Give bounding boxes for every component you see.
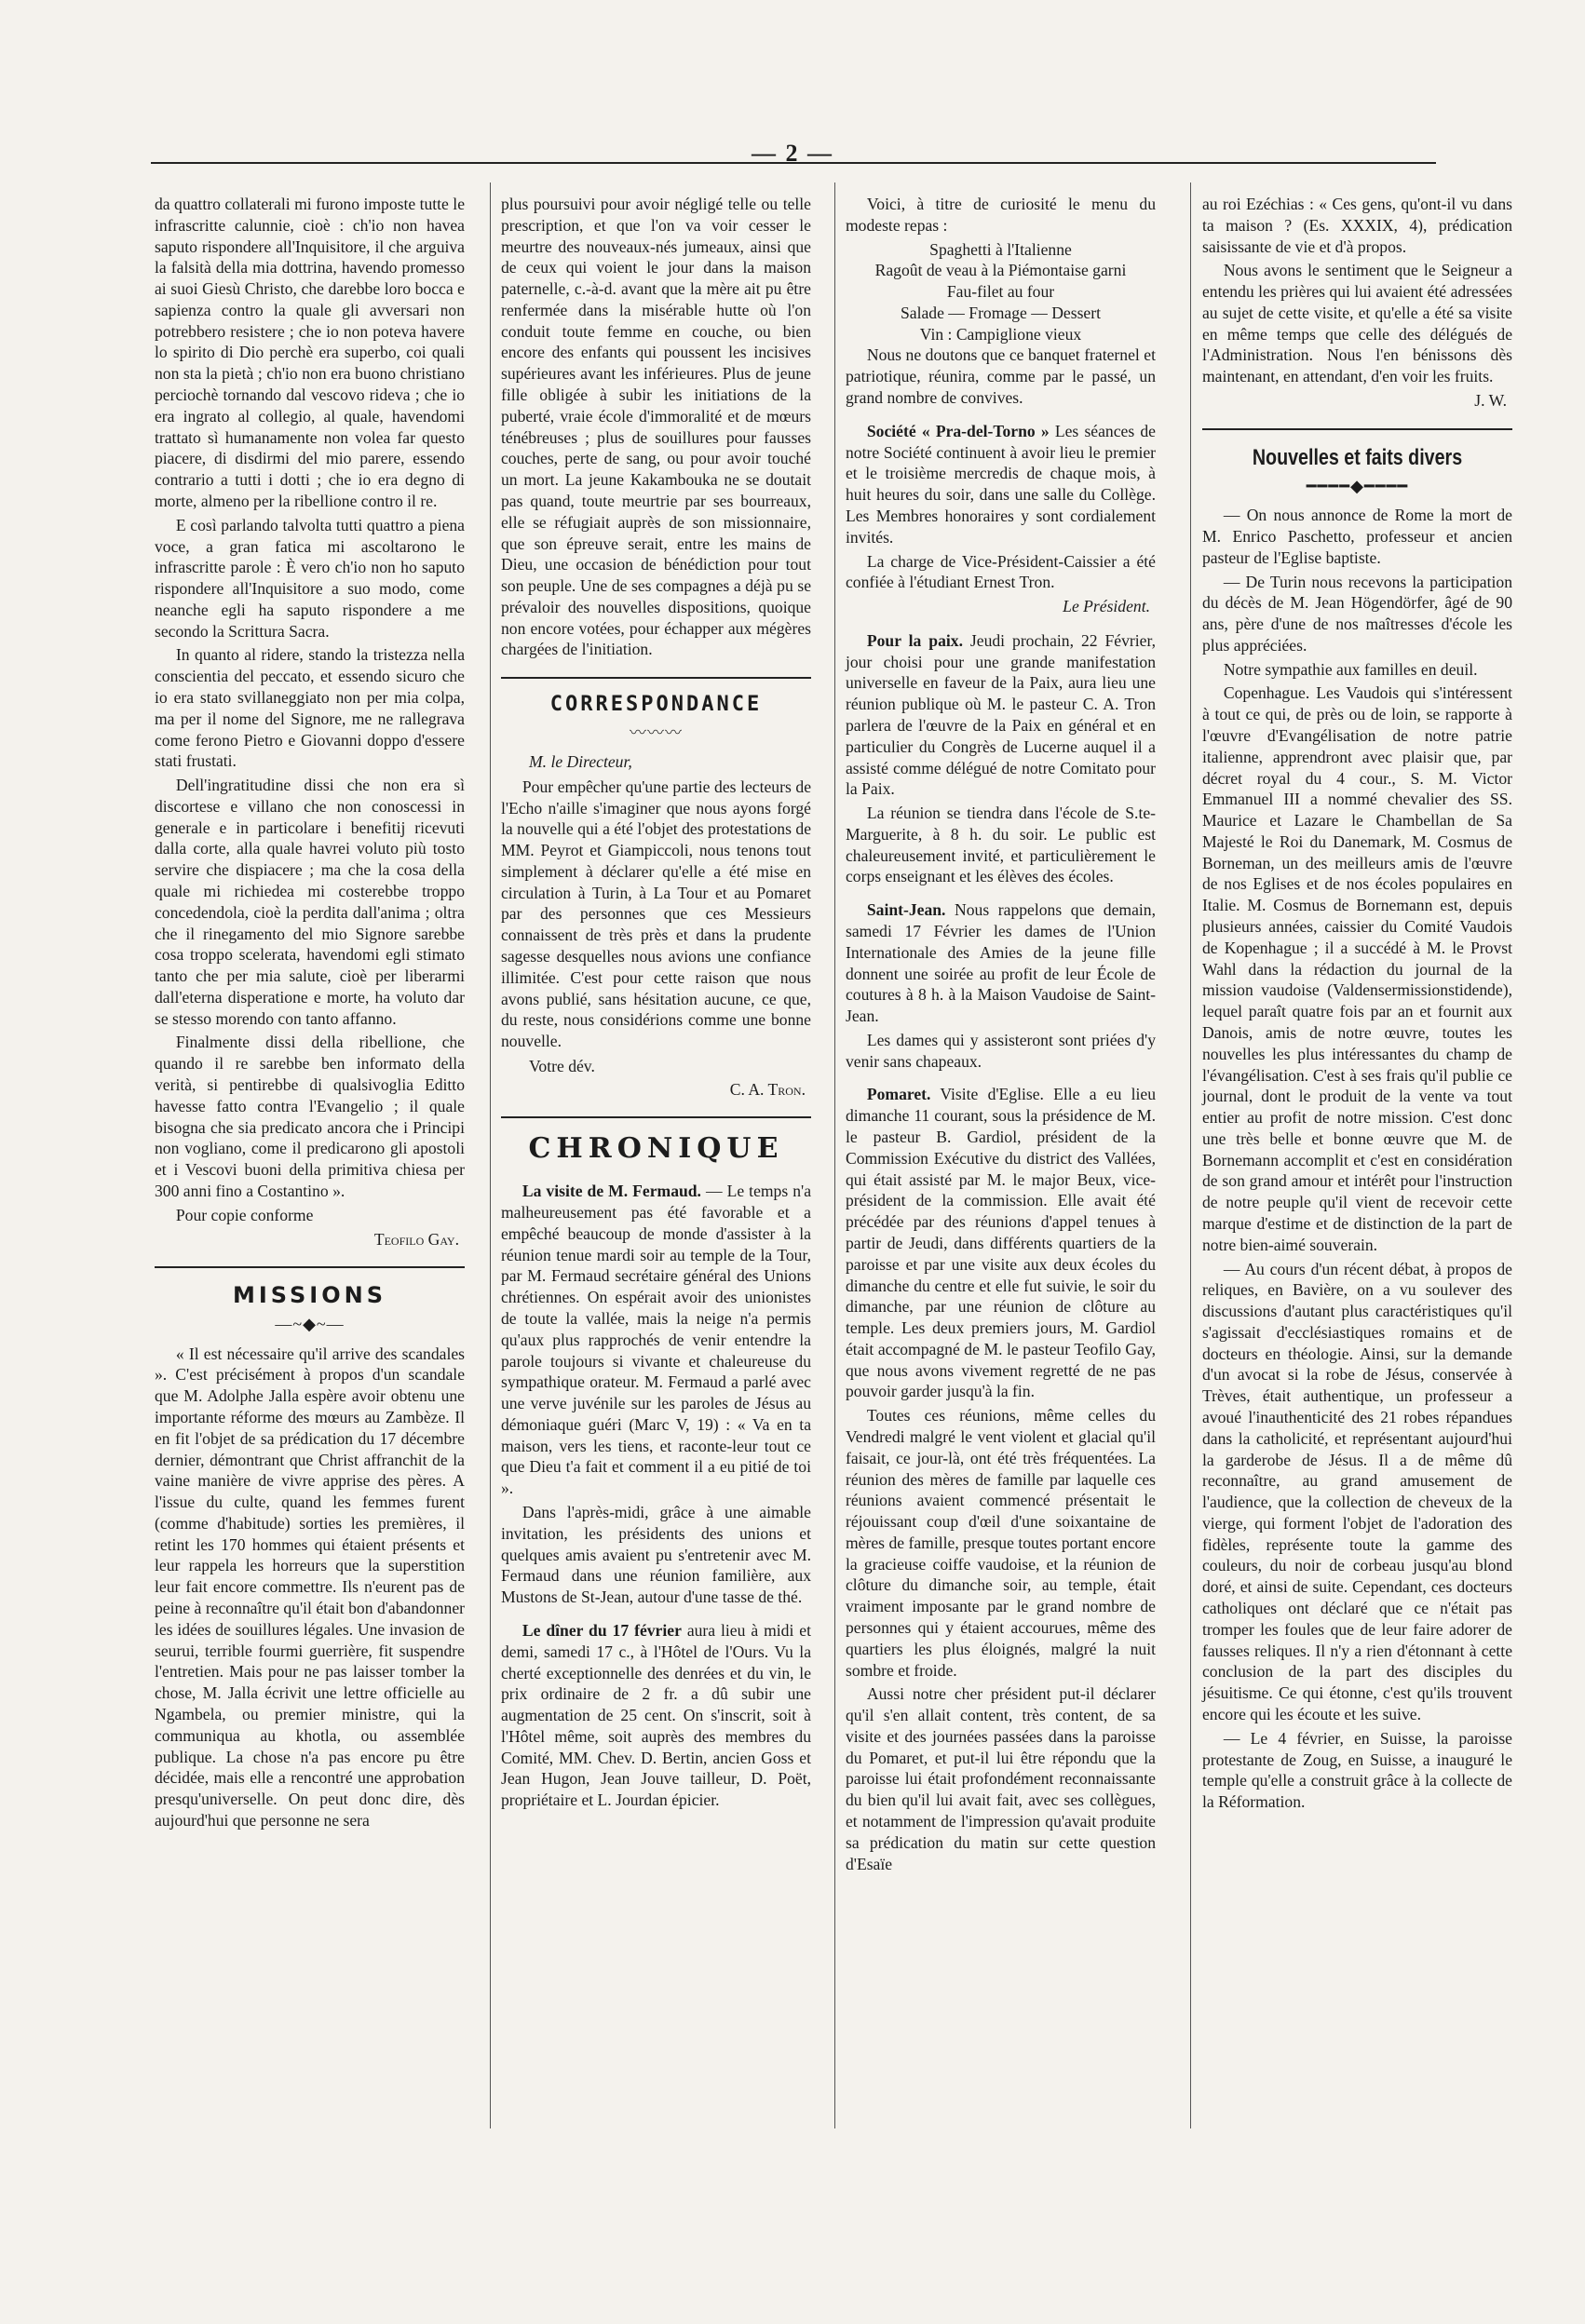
article-paragraph: Dans l'après-midi, grâce à une aimable invitation, les présidents des unions et quelques amis avaient pu s'entretenir avec M. Fermaud dans une réunion familière, aux Mustons de St-Jean, autour d'une tasse de thé.: [501, 1503, 811, 1607]
article-paragraph: [846, 630, 1156, 800]
article-paragraph: Nous ne doutons que ce banquet fraternel et patriotique, réunira, comme par le passé, un grand nombre de convives.: [846, 345, 1156, 408]
article-paragraph: Les dames qui y assisteront sont priées d'y venir sans chapeaux.: [846, 1030, 1156, 1071]
article-paragraph: Toutes ces réunions, même celles du Vendredi malgré le vent violent et glacial qu'il faisait, ce jour-là, ont été très fréquentées. La réunion des mères de famille par laquelle ces réunions avaient commencé présentait le réjouissant coup d'œil d'une soixantaine de mères de famille, presque toutes portant encore la gracieuse coiffe vaudoise, et la réunion de clôture du dimanche soir, au temple, était vraiment imposante par le grand nombre de personnes qui y étaient accourues, même des quartiers les plus éloignés, malgré la nuit sombre et froide.: [846, 1406, 1156, 1680]
column-divider: [490, 182, 491, 2128]
section-rule: [1202, 428, 1512, 430]
signature: Teofilo Gay.: [373, 1229, 459, 1249]
article-paragraph: La réunion se tiendra dans l'école de S.te-Marguerite, à 8 h. du soir. Le public est chaleureusement invité, et particulièrement le corps enseignant et les élèves des écoles.: [846, 804, 1156, 886]
article-lead: Le dîner du 17 février: [522, 1620, 682, 1640]
menu-item: Ragoût de veau à la Piémontaise garni: [874, 261, 1127, 280]
article-lead: La visite de M. Fermaud.: [522, 1182, 701, 1201]
header-rule: [151, 162, 1436, 164]
section-rule: [155, 1266, 465, 1268]
article-paragraph: da quattro collaterali mi furono imposte tutte le infrascritte calunnie, cioè : ch'io non havea saputo rispondere all'Inquisitore, il che arguiva la falsità della mia dottrina, havendo promesso ai suoi Giesù Christo, che darebbe loro bocca e sapienza contro la quale gli avversari non potrebbero resistere ; che io non poteva havere lo spirito di Dio perchè era superbo, coi quali non sta la pietà ; ch'io non era buono christiano perciochè tornando dal vescovo rideva ; che io era ingrato al collegio, al quale, havendomi trattato sì humanamente non volea far questo piacere, di disdirmi del mio parere, essendo contrario a tutti i dotti ; che io era degno di morte, almeno per la ribellione contro il re.: [155, 195, 465, 510]
news-item: — On nous annonce de Rome la mort de M. Enrico Paschetto, professeur et ancien pasteur de l'Eglise baptiste.: [1202, 506, 1512, 567]
section-title-missions: MISSIONS: [232, 1282, 386, 1309]
section-title-nouvelles: Nouvelles et faits divers: [1252, 444, 1463, 470]
article-lead: Saint-Jean.: [866, 900, 946, 920]
column-1: [155, 194, 465, 1834]
ornament: —~◆~—: [275, 1315, 345, 1334]
article-paragraph: In quanto al ridere, stando la tristezza nella conscientia del peccato, et essendo sicuro che io era stato svillaneggiato non per mia colpa, ma per il nome del Signore, me ne rallegrava come ferono Pietro e Giovanni doppo d'essere stati frustati.: [155, 645, 465, 771]
article-paragraph: [501, 1620, 811, 1811]
column-divider: [834, 182, 835, 2128]
article-paragraph: plus poursuivi pour avoir négligé telle ou telle prescription, et que l'on va voir cesser le meurtre des nouveaux-nés jumeaux, ainsi que de ceux qui voient le jour dans la maison paternelle, c.-à-d. avant que la mère ait pu être renfermée dans la misérable hutte où l'on conduit toute femme en couche, ou bien encore des enfants qui poussent les incisives supérieures avant les inférieures. Plus de jeune fille obligée à subir les initiations de la puberté, vraie école d'immoralité et de mœurs ténébreuses ; plus de souillures pour fausses couches, perte de sang, ou pour avoir touché un mort. La jeune Kakambouka ne se doutait pas quand, toute meurtrie par ses bourreaux, elle se réfugiait auprès de son missionnaire, que son épreuve serait, entre les mains de Dieu, une occasion de bénédiction pour tout son peuple. Une de ses compagnes a déjà pu se prévaloir des nouvelles dispositions, quoique non encore votées, pour échapper aux mégères chargées de l'initiation.: [501, 195, 811, 659]
menu-item: Salade — Fromage — Dessert: [901, 303, 1101, 322]
column-3: [846, 194, 1156, 1877]
article-paragraph: au roi Ezéchias : « Ces gens, qu'ont-il vu dans ta maison ? (Es. XXXIX, 4), prédication saisissante de vie et d'à propos.: [1202, 195, 1512, 256]
article-paragraph: [846, 899, 1156, 1027]
ornament: ━━━━◆━━━━: [1306, 476, 1409, 495]
menu-item: Vin : Campiglione vieux: [919, 324, 1082, 344]
article-lead: Pomaret.: [866, 1085, 931, 1104]
news-item: Notre sympathie aux familles en deuil.: [1223, 659, 1478, 679]
article-body: Nous rappelons que demain, samedi 17 Février les dames de l'Union Internationale des Amies de la jeune fille donnent une soirée au profit de leur École de coutures à 8 h. à la Maison Vaudoise de Saint-Jean.: [846, 900, 1156, 1026]
section-rule: [501, 1116, 811, 1118]
article-paragraph: « Il est nécessaire qu'il arrive des scandales ». C'est précisément à propos d'un scandale que M. Adolphe Jalla espère avoir obtenu une importante réforme des mœurs au Zambèze. Il en fit l'objet de sa prédication du 17 décembre dernier, démontrant que Christ affranchit de la vaine manière de vivre apprise des pères. A l'issue du culte, quand les femmes furent (comme d'habitude) sorties les premières, il retint les 170 hommes qui étaient présents et leur rappela les horreurs que la superstition leur fait encore commettre. Ils n'eurent pas de peine à reconnaître qu'il était bon d'abandonner les idées de souillures légales. Une invasion de seurui, terrible fourmi guerrière, fit suspendre l'entretien. Mais pour ne pas laisser tomber la chose, M. Jalla écrivit une lettre officielle au Ngambela, ou premier ministre, qui la communiqua au khotla, ou assemblée publique. La chose n'a pas encore pu être décidée, mais elle a rencontré une approbation presqu'universelle. On peut donc dire, dès aujourd'hui que personne ne sera: [155, 1344, 465, 1830]
column-4: [1202, 194, 1512, 1816]
column-divider: [1190, 182, 1191, 2128]
column-2: [501, 194, 811, 1814]
article-paragraph: [846, 421, 1156, 548]
news-item: — Le 4 février, en Suisse, la paroisse protestante de Zoug, en Suisse, a inauguré le temple qu'elle a construit grâce à la collecte de la Réformation.: [1202, 1728, 1512, 1812]
article-body: aura lieu à midi et demi, samedi 17 c., à l'Hôtel de l'Ours. Vu la cherté exceptionnelle des denrées et du vin, le prix ordinaire de 2 fr. a dû subir une augmentation de 25 cent. On s'inscrit, soit à l'Hôtel même, soit auprès des membres du Comité, MM. Chev. D. Bertin, ancien Goss et Jean Hugon, Jean Jouve tailleur, D. Poët, propriétaire et L. Jourdan épicier.: [501, 1620, 811, 1810]
article-body: Visite d'Eglise. Elle a eu lieu dimanche 11 courant, sous la présidence de M. le pasteur B. Gardiol, président de la Commission Exécutive du district des Vallées, qui était assisté par M. le major Beux, vice-président de la commission. Elle avait été précédée par des réunions d'appel tenues à partir de Jeudi, dans différents quartiers de la paroisse et par une visite aux deux écoles du dimanche du centre et elle fut suivie, le soir du dimanche, par une réunion de clôture au temple. Les deux premiers jours, M. Gardiol était accompagné de M. le pasteur Teofilo Gay, que nous avons vivement regretté de ne pas pouvoir garder jusqu'à la fin.: [846, 1085, 1156, 1401]
article-paragraph: E così parlando talvolta tutti quattro a piena voce, a gran fatica mi ascoltarono le infrascritte parole : È vero ch'io non ho saputo rispondere all'Inquisitore a suo modo, come neanche egli ha saputo rispondere a me secondo la Scrittura Sacra.: [155, 515, 465, 641]
article-paragraph: Nous avons le sentiment que le Seigneur a entendu les prières qui lui avaient été adressées au sujet de cette visite, et qu'elle a été sa visite en même temps que celle des délégués de l'Administration. Nous l'en bénissons dès maintenant, en attendant, d'en voir les fruits.: [1202, 261, 1512, 386]
article-paragraph: Voici, à titre de curiosité le menu du modeste repas :: [846, 195, 1156, 235]
article-paragraph: Pour empêcher qu'une partie des lecteurs de l'Echo n'aille s'imaginer que nous ayons forgé la nouvelle qui a été l'objet des protestations de MM. Peyrot et Giampiccoli, nous tenons tout simplement à déclarer qu'elle a été mise en circulation à Turin, à La Tour et au Pomaret par des personnes que ces Messieurs connaissent de très près et dans la prudente sagesse desquelles nous avions une confiance illimitée. C'est pour cette raison que nous avons publié, sans hésitation aucune, ce que, du reste, nous considérions comme une bonne nouvelle.: [501, 777, 811, 1051]
ornament: 〰〰〰: [630, 723, 683, 742]
news-item: Copenhague. Les Vaudois qui s'intéressent à tout ce qui, de près ou de loin, se rapporte à l'œuvre d'Evangélisation de notre patrie italienne, apprendront avec plaisir que, par décret royal du 4 cour., S. M. Victor Emmanuel III a nommé chevalier des SS. Maurice et Lazare le Chambellan de Sa Majesté le Roi du Danemark, M. Cosmus de Borneman, un des meilleurs amis de l'œuvre de nos Eglises et de nos écoles populaires en Italie. M. Cosmus de Bornemann est, depuis plusieurs années, caissier du Comité Vaudois de Kopenhague ; il a succédé à M. le Provst Wahl dans la rédaction du journal de la mission vaudoise (Valdensermissionstidende), lequel paraît quatre fois par an et fournit aux Danois, amis de notre œuvre, toutes les nouvelles les plus intéressantes du champ de l'évangélisation. C'est à ses frais qu'il publie ce journal, dont le produit de la vente va tout entier au profit de notre mission. C'est donc une très belle et bonne œuvre que M. de Bornemann accomplit et c'est en considération de son grand amour et intérêt pour l'instruction de notre peuple qu'il vient de recevoir cette marque d'estime et de distinction de la part de notre bien-aimé souverain.: [1202, 683, 1512, 1254]
article-body: Les séances de notre Société continuent à avoir lieu le premier et le troisième mercredis de chaque mois, à huit heures du soir, dans une salle du Collège. Les Membres honoraires y sont cordialement invités.: [846, 421, 1156, 547]
signature: J. W.: [1474, 391, 1507, 411]
page-number: — 2 —: [752, 140, 833, 167]
article-paragraph: Pour copie conforme: [175, 1205, 314, 1224]
article-lead: Société « Pra-del-Torno »: [866, 421, 1050, 440]
menu-item: Fau-filet au four: [946, 282, 1055, 302]
signature: C. A. Tron.: [729, 1079, 806, 1099]
article-paragraph: Dell'ingratitudine dissi che non era sì discortese e villano che non conoscessi in generale e in particolare i benefitij ricevuti dalla corte, alla quale havrei voluto più tosto servire che dispiacere ; ma che la cosa della quale mi richiedea mi costerebbe troppo concedendola, cioè la perdita dall'anima ; oltra che il rinegamento del mio Signore sarebbe cosa troppo scelerata, havendomi egli stimato tanto che per mia salute, cioè per liberarmi dall'eterna disperatione e morte, ha voluto dar se stesso morendo con tanto affanno.: [155, 776, 465, 1028]
menu-item: Spaghetti à l'Italienne: [929, 239, 1072, 259]
article-paragraph: Finalmente dissi della ribellione, che quando il re sarebbe ben informato della verità, si pentirebbe di qualsivoglia Editto havesse fatto contra l'Evangelio ; il quale bisogna che sia predicato ancora che i Principi non vogliano, come il predicarono gli apostoli et i Vescovi buoni della primitiva chiesa per 300 anni fino a Costantino ».: [155, 1033, 465, 1200]
letter-greeting: M. le Directeur,: [529, 751, 632, 771]
article-paragraph: [501, 1181, 811, 1499]
section-title-chronique: CHRONIQUE: [528, 1132, 784, 1166]
article-lead: Pour la paix.: [866, 630, 963, 650]
article-paragraph: [846, 1084, 1156, 1402]
news-item: — De Turin nous recevons la participation du décès de M. Jean Högendörfer, âgé de 90 ans, père d'une de nos maîtresses d'école les plus appréciées.: [1202, 572, 1512, 655]
section-rule: [501, 677, 811, 679]
section-title-correspondance: CORRESPONDANCE: [549, 693, 763, 717]
article-body: Jeudi prochain, 22 Février, jour choisi pour une grande manifestation universelle en faveur de la Paix, aura lieu une réunion publique où M. le pasteur C. A. Tron parlera de l'œuvre de la Paix en général et en particulier du Congrès de Lucerne auquel il a assisté comme délégué de notre Comitato pour la Paix.: [846, 630, 1156, 799]
article-body: — Le temps n'a malheureusement pas été favorable et a empêché beaucoup de monde d'assister à la réunion tenue mardi soir au temple de la Tour, par M. Fermaud secrétaire général des Unions chrétiennes. On espérait avoir des unionistes de toute la vallée, mais la neige n'a permis qu'aux plus rapprochés de venir entendre la parole toujours si vivante et chaleureuse du sympathique orateur. M. Fermaud a parlé avec une verve juvénile sur les paroles de Jésus au démoniaque guéri (Marc V, 19) : « Va en ta maison, vers les tiens, et raconte-leur tout ce que Dieu t'a fait et comment il a eu pitié de toi ».: [501, 1182, 811, 1498]
article-paragraph: Aussi notre cher président put-il déclarer qu'il s'en allait content, très content, de sa visite et des journées passées dans la paroisse du Pomaret, et put-il lui être répondu que la paroisse lui était profondément reconnaissante du bien qu'il lui avait fait, avec ses collègues, et notamment de l'impression qu'avait produite sa prédication du matin sur cette question d'Esaïe: [846, 1684, 1156, 1873]
letter-closing: Votre dév.: [529, 1056, 595, 1075]
news-item: — Au cours d'un récent débat, à propos de reliques, en Bavière, on a vu soulever des discussions d'autant plus caractéristiques qu'il s'agissait d'ecclésiastiques romains et de docteurs en théologie. Ainsi, sur la demande d'un avocat si la robe de Jésus, conservée à Trèves, était authentique, un professeur a avoué l'inauthenticité des 21 robes répandues dans la catholicité, et représentant aujourd'hui la garderobe de Jésus. Il a de même dû reconnaître, au grand amusement de l'audience, que la collection de cheveux de la vierge, qui forment l'objet de l'adoration des fidèles, représente toute la gamme des couleurs, du noir de corbeau jusqu'au blond doré, et ainsi de suite. Cependant, ces docteurs catholiques ont déclaré que ce n'était pas tromper les foules que de leur faire adorer de fausses reliques. Il n'y a rien d'étonnant à cette conclusion de la part des disciples du jésuitisme. Ce qui étonne, c'est qu'ils trouvent encore qui les écoute et les suive.: [1202, 1259, 1512, 1723]
signature: Le Président.: [1063, 597, 1150, 616]
article-paragraph: La charge de Vice-Président-Caissier a été confiée à l'étudiant Ernest Tron.: [846, 551, 1156, 592]
